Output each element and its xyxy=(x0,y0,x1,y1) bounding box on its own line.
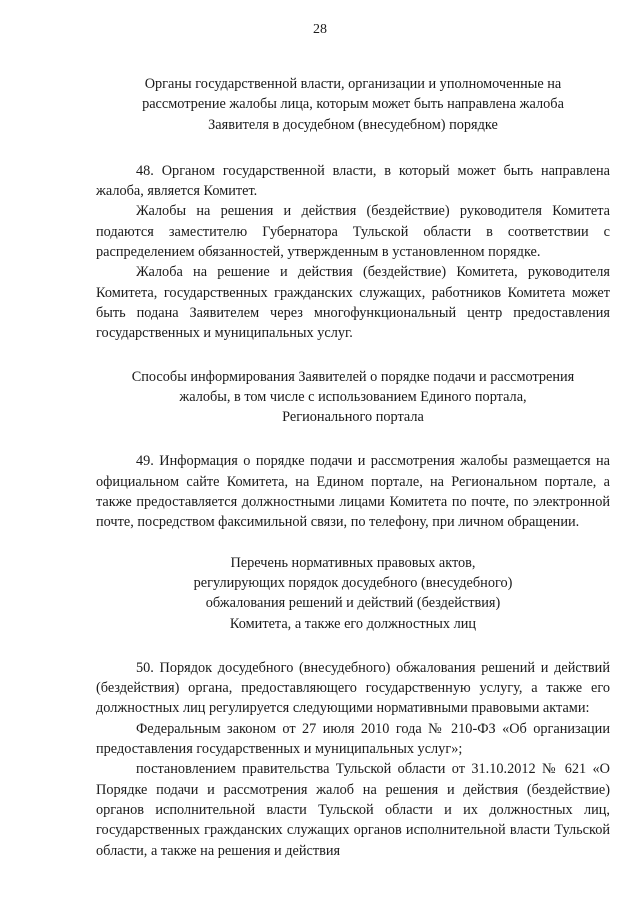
paragraph-48-2: Жалобы на решения и действия (бездействие) руководителя Комитета подаются заместителю Губернатора Тульской области в соответствии с распределением обязанностей, утвержденным в установленном порядке. xyxy=(96,203,610,261)
heading-line: регулирующих порядок досудебного (внесудебного) xyxy=(193,574,513,591)
page-content xyxy=(96,74,610,861)
paragraph-50-3: постановлением правительства Тульской области от 31.10.2012 № 621 «О Порядке подачи и рассмотрения жалоб на решения и действия (бездействие) органов исполнительной власти Тульской области и их должностных лиц, государственных гражданских служащих органов исполнительной власти Тульской области, а также на решения и действия xyxy=(96,761,610,859)
heading-line: обжалования решений и действий (бездействия) xyxy=(205,595,501,612)
section-heading-legal-acts xyxy=(96,553,610,634)
paragraph-50-1: 50. Порядок досудебного (внесудебного) обжалования решений и действий (бездействия) органа, предоставляющего государственную услугу, а также его должностных лиц регулируется следующими нормативными правовыми актами: xyxy=(96,659,610,717)
heading-line: Органы государственной власти, организации и уполномоченные на xyxy=(144,76,562,92)
heading-line: рассмотрение жалобы лица, которым может быть направлена жалоба xyxy=(142,96,564,113)
paragraph-48-1: 48. Органом государственной власти, в который может быть направлена жалоба, является Комитет. xyxy=(96,162,610,200)
heading-line: Перечень нормативных правовых актов, xyxy=(230,554,476,571)
paragraph-48-3: Жалоба на решение и действия (бездействие) Комитета, руководителя Комитета, государственных гражданских служащих, работников Комитета может быть подана Заявителем через многофункциональный центр предоставления государственных и муниципальных услуг. xyxy=(96,264,610,342)
paragraph-49: 49. Информация о порядке подачи и рассмотрения жалобы размещается на официальном сайте Комитета, на Едином портале, на Региональном портале, а также предоставляется должностными лицами Комитета по почте, по электронной почте, посредством факсимильной связи, по телефону, при личном обращении. xyxy=(96,453,610,531)
heading-line: жалобы, в том числе с использованием Единого портала, xyxy=(179,388,527,405)
heading-line: Регионального портала xyxy=(282,409,424,426)
paragraph-50-2: Федеральным законом от 27 июля 2010 года № 210-ФЗ «Об организации предоставления государственных и муниципальных услуг»; xyxy=(96,720,610,758)
heading-line: Способы информирования Заявителей о порядке подачи и рассмотрения xyxy=(131,368,575,385)
heading-line: Заявителя в досудебном (внесудебном) порядке xyxy=(208,116,498,133)
page-number: 28 xyxy=(313,22,327,37)
heading-line: Комитета, а также его должностных лиц xyxy=(229,615,477,632)
section-heading-complaint-bodies xyxy=(96,74,610,135)
section-heading-information-methods xyxy=(96,367,610,428)
